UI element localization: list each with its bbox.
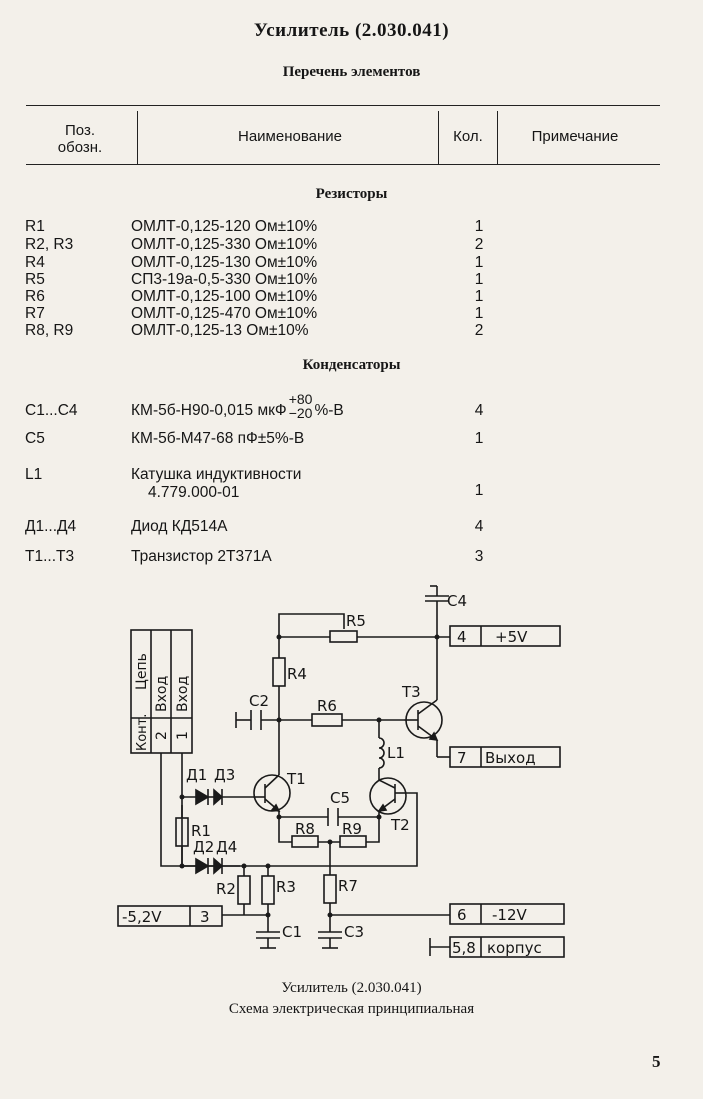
table-header-rule [26,164,660,165]
label-r4: R4 [287,665,307,683]
capacitor-c4 [425,586,449,601]
header-pos: Поз. обозн. [57,122,103,156]
label-r2: R2 [216,880,236,898]
conn-col-kont: Конт. [135,713,150,751]
svg-text:7: 7 [457,749,467,767]
diode-d4 [208,858,222,874]
svg-text:Выход: Выход [485,749,536,767]
label-r7: R7 [338,877,358,895]
label-d2: Д2 [193,838,215,856]
header-qty: Кол. [453,128,483,145]
caption-title: Усилитель (2.030.041) [281,980,422,996]
label-c3: C3 [344,923,365,941]
label-r3: R3 [276,878,296,896]
transistor-t1 [253,775,290,811]
svg-text:корпус: корпус [487,939,542,957]
conn-row-label: Вход [175,675,191,712]
svg-text:3: 3 [200,908,210,926]
capacitor-c1 [256,932,280,948]
table-row: L1 Катушка индуктивности 4.779.000-01 1 [25,466,484,501]
table-row: Д1...Д4 Диод КД514А 4 [25,518,484,535]
label-c1: C1 [282,923,303,941]
resistor-r7 [324,875,336,903]
table-row: R6 ОМЛТ-0,125-100 Ом±10% 1 [25,288,484,305]
svg-text:-5,2V: -5,2V [122,908,162,926]
conn-col-cep: Цепь [134,653,150,690]
resistor-r2 [238,876,250,904]
label-d3: Д3 [214,766,236,784]
table-top-rule [26,105,660,106]
header-note: Примечание [531,128,619,145]
header-name: Наименование [238,128,342,145]
label-l1: L1 [387,744,405,762]
circuit-schematic [0,575,703,975]
col-divider [438,111,439,164]
terminal-5-8 [430,937,564,957]
label-t3: T3 [402,683,421,701]
label-c2: C2 [249,692,270,710]
section-resistors: Резисторы [315,186,388,202]
capacitor-c5 [328,808,338,826]
capacitor-c3 [318,932,342,948]
conn-row-label: Вход [154,675,170,712]
svg-text:4: 4 [457,628,467,646]
table-row: R8, R9 ОМЛТ-0,125-13 Ом±10% 2 [25,322,484,339]
col-divider [137,111,138,164]
page-title: Усилитель (2.030.041) [253,20,450,41]
transistor-t3 [404,700,442,740]
svg-text:-12V: -12V [492,906,527,924]
label-t1: T1 [287,770,306,788]
transistor-t2 [370,778,406,814]
terminal-7 [450,747,560,767]
diode-d2 [182,858,208,874]
terminal-4 [450,626,560,646]
resistor-r6 [312,714,342,726]
connector-table [131,630,192,753]
caption-subtitle: Схема электрическая принципиальная [228,1001,475,1017]
page-number: 5 [652,1052,661,1071]
label-r8: R8 [295,820,315,838]
diode-d3 [208,789,222,805]
label-c4: C4 [447,592,468,610]
diode-d1 [196,789,208,805]
label-c5: C5 [330,789,351,807]
resistor-r3 [262,876,274,904]
col-divider [497,111,498,164]
resistor-r4 [273,658,285,686]
conn-row-num: 1 [175,731,191,740]
svg-text:+5V: +5V [495,628,528,646]
label-d1: Д1 [186,766,208,784]
svg-text:5,8: 5,8 [452,939,476,957]
label-r6: R6 [317,697,337,715]
label-r5: R5 [346,612,366,630]
svg-text:6: 6 [457,906,467,924]
terminal-3 [118,906,222,926]
label-r1: R1 [191,822,211,840]
table-row: R2, R3 ОМЛТ-0,125-330 Ом±10% 2 [25,236,484,253]
table-row: R5 СП3-19а-0,5-330 Ом±10% 1 [25,271,484,288]
label-r9: R9 [342,820,362,838]
inductor-l1 [379,738,384,768]
terminal-6 [450,904,564,924]
resistor-r5 [330,631,357,642]
label-d4: Д4 [216,838,238,856]
table-row: R7 ОМЛТ-0,125-470 Ом±10% 1 [25,305,484,322]
table-row: C1...C4 КМ-5б-Н90-0,015 мкФ +80 −20 %-В 4 [25,391,484,421]
table-row: R4 ОМЛТ-0,125-130 Ом±10% 1 [25,254,484,271]
section-capacitors: Конденсаторы [302,357,401,373]
table-row: R1 ОМЛТ-0,125-120 Ом±10% 1 [25,218,484,235]
table-row: C5 КМ-5б-М47-68 пФ±5%-В 1 [25,430,484,447]
table-row: Т1...Т3 Транзистор 2Т371А 3 [25,548,484,565]
wires [161,586,450,932]
component-labels [186,592,467,941]
conn-row-num: 2 [154,731,170,740]
label-t2: T2 [391,816,410,834]
list-subtitle: Перечень элементов [282,64,421,80]
